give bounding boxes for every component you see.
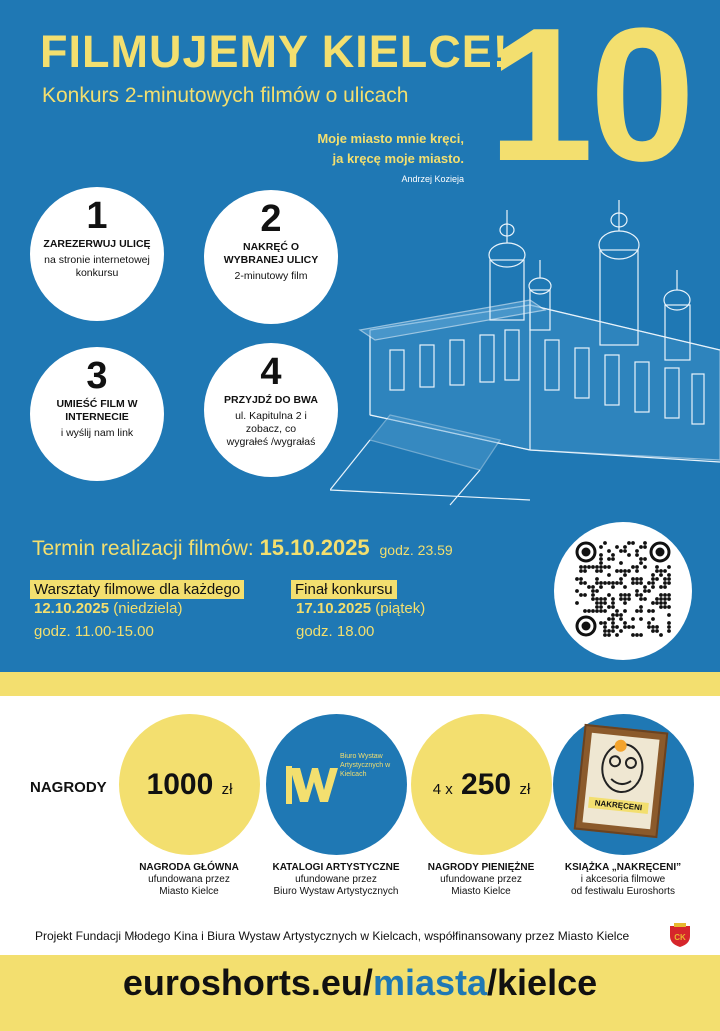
step-heading: UMIEŚĆ FILM W INTERNECIE	[56, 398, 138, 423]
step-number: 4	[260, 351, 282, 393]
poster-subtitle: Konkurs 2-minutowych filmów o ulicach	[42, 84, 409, 107]
step-2	[204, 190, 338, 324]
prize-money-desc1: ufundowane przez	[440, 874, 522, 885]
final-day: (piątek)	[375, 600, 426, 617]
step-number: 2	[260, 198, 282, 240]
bwa-logo-text: Biuro Wystaw Artystycznych w Kielcach	[340, 753, 391, 778]
quote-line-2: ja kręcę moje miasto.	[332, 151, 464, 166]
deadline-line	[32, 535, 453, 561]
step-description: ul. Kapitulna 2 i zobacz, co wygrałeś /wygrałaś	[226, 410, 316, 448]
kielce-crest-icon	[668, 922, 692, 948]
prize-main-heading: NAGRODA GŁÓWNA	[139, 862, 239, 873]
prize-money-desc2: Miasto Kielce	[451, 886, 511, 897]
step-description: 2-minutowy film	[234, 270, 308, 282]
qr-code-icon	[575, 541, 671, 637]
prize-book-heading: KSIĄŻKA „NAKRĘCENI”	[564, 862, 682, 873]
prize-main-desc1: ufundowana przez	[148, 874, 230, 885]
step-description: na stronie internetowej konkursu	[44, 254, 150, 279]
divider-band	[0, 672, 720, 696]
qr-code[interactable]	[554, 522, 692, 660]
step-1	[30, 187, 164, 321]
prize-main-circle	[119, 714, 260, 855]
final-label: Finał konkursu	[291, 580, 397, 599]
workshop-day: (niedziela)	[113, 600, 183, 617]
step-heading: PRZYJDŹ DO BWA	[224, 394, 318, 406]
prize-book-caption	[538, 862, 708, 898]
svg-text:CK: CK	[674, 933, 686, 942]
step-heading: NAKRĘĆ O WYBRANEJ ULICY	[223, 241, 319, 266]
website-link[interactable]	[0, 962, 720, 1004]
final-date	[296, 600, 425, 617]
prize-money-unit: zł	[519, 781, 531, 798]
prize-main-desc2: Miasto Kielce	[159, 886, 219, 897]
prize-money-circle	[411, 714, 552, 855]
step-number: 1	[86, 195, 108, 237]
workshop-date	[34, 600, 182, 617]
prize-main-amount	[119, 768, 260, 802]
deadline-time: godz. 23.59	[379, 542, 453, 558]
step-3	[30, 347, 164, 481]
edition-number: 10	[488, 0, 692, 201]
final-time: godz. 18.00	[296, 623, 375, 640]
prize-money-prefix: 4 x	[432, 781, 453, 798]
workshop-time: godz. 11.00-15.00	[34, 623, 154, 640]
step-heading: ZAREZERWUJ ULICĘ	[43, 238, 151, 250]
final-date-value: 17.10.2025	[296, 600, 372, 617]
book-label: NAKRĘCENI	[588, 797, 649, 814]
prize-main-caption	[104, 862, 274, 898]
prize-money-value: 250	[461, 768, 512, 801]
url-part-1: euroshorts.eu/	[122, 962, 373, 1003]
deadline-date: 15.10.2025	[259, 535, 370, 560]
prize-book-desc2: od festiwalu Euroshorts	[571, 886, 675, 897]
quote	[317, 129, 464, 169]
url-part-3: /kielce	[487, 962, 598, 1003]
quote-author: Andrzej Kozieja	[401, 174, 464, 184]
step-4	[204, 343, 338, 477]
book-cover-image	[574, 724, 669, 838]
face-drawing-icon	[586, 733, 660, 800]
prize-main-value: 1000	[146, 768, 214, 801]
prize-catalogs-desc2: Biuro Wystaw Artystycznych	[273, 886, 399, 897]
step-description: i wyślij nam link	[60, 427, 134, 439]
url-part-2: miasta	[372, 962, 488, 1003]
prize-catalogs-desc1: ufundowane przez	[295, 874, 377, 885]
prize-main-unit: zł	[221, 781, 233, 798]
quote-line-1: Moje miasto mnie kręci,	[317, 131, 464, 146]
deadline-label: Termin realizacji filmów:	[32, 537, 254, 560]
workshop-label: Warsztaty filmowe dla każdego	[30, 580, 244, 599]
sponsor-text: Projekt Fundacji Młodego Kina i Biura Wystaw Artystycznych w Kielcach, współfinansowany przez Miasto Kielce	[35, 929, 630, 943]
workshop-date-value: 12.10.2025	[34, 600, 110, 617]
prize-money-heading: NAGRODY PIENIĘŻNE	[427, 862, 535, 873]
step-number: 3	[86, 355, 108, 397]
prize-book-desc1: i akcesoria filmowe	[580, 874, 666, 885]
prizes-label: NAGRODY	[30, 779, 107, 796]
prize-catalogs-heading: KATALOGI ARTYSTYCZNE	[272, 862, 400, 873]
prize-money-amount	[411, 768, 552, 802]
book-cover-art	[582, 733, 659, 830]
poster-title: FILMUJEMY KIELCE!	[40, 26, 509, 77]
church-building-illustration	[330, 200, 720, 510]
